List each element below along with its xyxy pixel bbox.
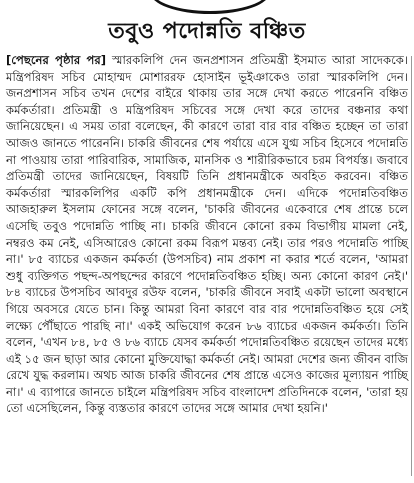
article-headline: তবুও পদোন্নতি বঞ্চিত <box>108 19 306 44</box>
article-body <box>6 52 408 417</box>
masthead-fragment <box>150 0 270 14</box>
continuation-marker: [পেছনের পৃষ্ঠার পর] <box>6 53 107 67</box>
column-rule <box>411 56 412 476</box>
article-text: স্মারকলিপি দেন জনপ্রশাসন প্রতিমন্ত্রী ইসমাত আরা সাদেককে। মন্ত্রিপরিষদ সচিব মোহাম্মদ মোশাররফ হোসাইন ভূইঞাকেও তারা স্মারকলিপি দেন। জনপ্রশাসন সচিব তখন দেশের বাইরে থাকায় তার সঙ্গে দেখা করতে পারেননি বঞ্চিত কর্মকর্তারা। প্রতিমন্ত্রী ও মন্ত্রিপরিষদ সচিবের সঙ্গে দেখা করে তাদের বঞ্চনার কথা জানিয়েছেন। এ সময় তারা বলেছেন, কী কারণে তারা বার বার বঞ্চিত হচ্ছেন তা তারা আজও জানতে পারেননি। চাকরি জীবনের শেষ পর্যায়ে এসে যুগ্ম সচিব হিসেবে পদোন্নতি না পাওয়ায় তারা পারিবারিক, সামাজিক, মানসিক ও শারীরিকভাবে চরম বিপর্যস্ত। জবাবে প্রতিমন্ত্রী তাদের জানিয়েছেন, বিষয়টি তিনি প্রধানমন্ত্রীকে অবহিত করবেন। বঞ্চিত কর্মকর্তারা স্মারকলিপির একটি কপি প্রধানমন্ত্রীকে দেন। এদিকে পদোন্নতিবঞ্চিত আজহারুল ইসলাম ফোনের সঙ্গে বলেন, 'চাকরি জীবনের একেবারে শেষ প্রান্তে চলে এসেছি তবুও পদোন্নতি পাচ্ছি না। চাকরি জীবনে কোনো রকম বিভাগীয় মামলা নেই, নম্বরও কম নেই, এসিআরেও কোনো রকম বিরূপ মন্তব্য নেই। তার পরও পদোন্নতি পাচ্ছি না।' ৮৫ ব্যাচের একজন কর্মকর্তা (উপসচিব) নাম প্রকাশ না করার শর্তে বলেন, 'আমরা শুধু ব্যক্তিগত পছন্দ-অপছন্দের কারণে পদোন্নতিবঞ্চিত হচ্ছি। অন্য কোনো কারণ নেই।' ৮৪ ব্যাচের উপসচিব আবদুর রউফ বলেন, 'চাকরি জীবনে সবাই একটা ভালো অবস্থানে গিয়ে অবসরে যেতে চান। কিন্তু আমরা বিনা কারণে বার বার পদোন্নতিবঞ্চিত হয়ে সেই লক্ষ্যে পৌঁছাতে পারছি না।' একই অভিযোগ করেন ৮৬ ব্যাচের একজন কর্মকর্তা। তিনি বলেন, 'এখন ৮৪, ৮৫ ও ৮৬ ব্যাচে যেসব কর্মকর্তা পদোন্নতিবঞ্চিত রয়েছেন তাদের মধ্যে এই ১৫ জন ছাড়া আর কোনো মুক্তিযোদ্ধা কর্মকর্তা নেই। আমরা দেশের জন্য জীবন বাজি রেখে যুদ্ধ করলাম। অথচ আজ চাকরি জীবনের শেষ প্রান্তে এসেও কাজের মূল্যায়ন পাচ্ছি না।' এ ব্যাপারে জানতে চাইলে মন্ত্রিপরিষদ সচিব বাংলাদেশ প্রতিদিনকে বলেন, 'তারা হয় তো এসেছিলেন, কিন্তু ব্যস্ততার কারণে তাদের সঙ্গে আমার দেখা হয়নি।' <box>6 53 409 416</box>
